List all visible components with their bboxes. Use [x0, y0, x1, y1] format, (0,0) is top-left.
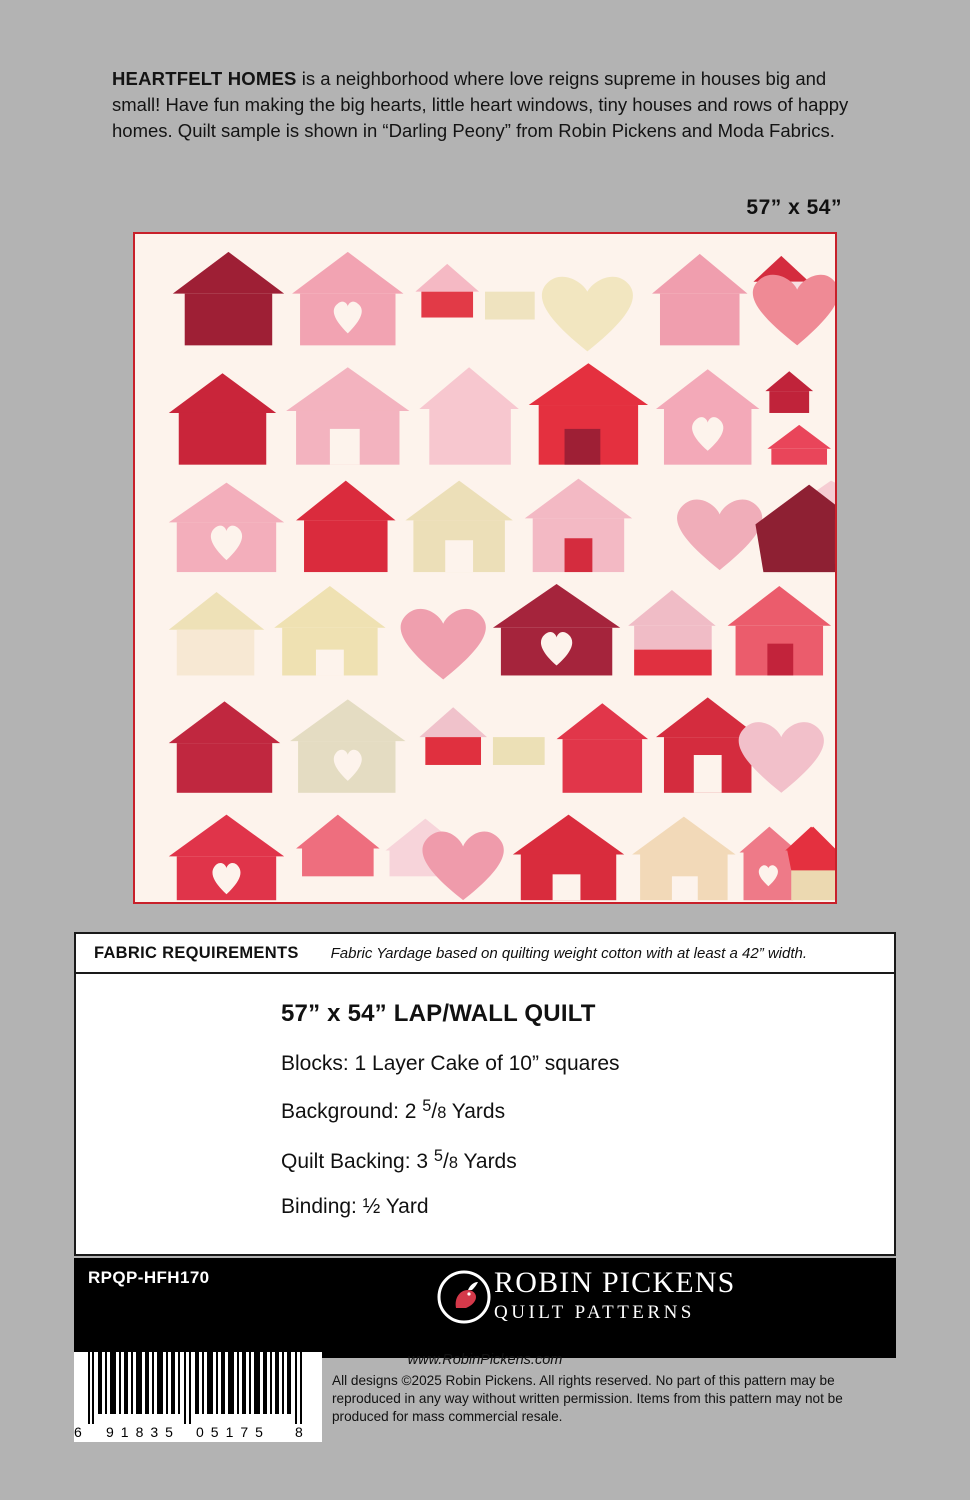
quilt-size-heading: 57” x 54” LAP/WALL QUILT [281, 1000, 596, 1027]
requirement-background-value: 2 $^5$/8 Yards [404, 1097, 506, 1123]
fabric-requirements-title: FABRIC REQUIREMENTS [94, 944, 299, 962]
quilt-photo [133, 232, 837, 904]
copyright-text: All designs ©2025 Robin Pickens. All rights reserved. No part of this pattern may be reproduced in any way without written permission. Items from this pattern may not be produced for mass commercial resale. [332, 1373, 843, 1424]
brand-name: ROBIN PICKENS [494, 1266, 736, 1299]
quilt-illustration [135, 234, 835, 902]
barcode-digit-left: 6 [74, 1424, 82, 1440]
requirement-binding [281, 1185, 894, 1228]
barcode-digit-group2: 05175 [196, 1424, 270, 1440]
requirement-backing-value: 3 $^5$/8 Yards [416, 1146, 517, 1173]
requirement-backing [281, 1135, 894, 1185]
requirement-blocks [281, 1042, 894, 1085]
requirement-blocks-label: Blocks: [281, 1052, 355, 1075]
requirement-background-label: Background: [281, 1099, 405, 1123]
barcode-digit-right: 8 [295, 1424, 303, 1440]
fabric-requirements-panel [74, 932, 896, 1256]
requirement-blocks-value: 1 Layer Cake of 10” squares [354, 1052, 620, 1075]
intro-body: is a neighborhood where love reigns supreme in houses big and small! Have fun making the big hearts, little heart windows, tiny houses and rows of happy homes. Quilt sample is shown in “Darling Peony” from Robin Pickens and Moda Fabrics. [112, 68, 849, 141]
brand-block [494, 1266, 735, 1326]
requirement-binding-value: ½ Yard [362, 1194, 429, 1218]
sku-code: RPQP-HFH170 [88, 1268, 210, 1287]
requirement-binding-label: Binding: [281, 1194, 363, 1218]
fabric-requirements-note: Fabric Yardage based on quilting weight cotton with at least a 42” width. [330, 945, 808, 962]
brand-website: www.RobinPickens.com [407, 1352, 563, 1368]
barcode-bars [88, 1352, 304, 1424]
bird-logo-icon [436, 1268, 492, 1326]
fabric-requirements-body [76, 974, 894, 1254]
brand-subtitle: QUILT PATTERNS [494, 1302, 695, 1323]
pattern-name: HEARTFELT HOMES [112, 68, 297, 89]
requirement-backing-label: Quilt Backing: [281, 1149, 417, 1173]
barcode-digit-group1: 91835 [106, 1424, 180, 1440]
fabric-requirements-header [76, 934, 894, 974]
quilt-size-label: 57” x 54” [746, 196, 842, 219]
intro-paragraph [112, 66, 872, 144]
requirement-background [281, 1085, 894, 1135]
footer-brand-bar [74, 1258, 896, 1358]
